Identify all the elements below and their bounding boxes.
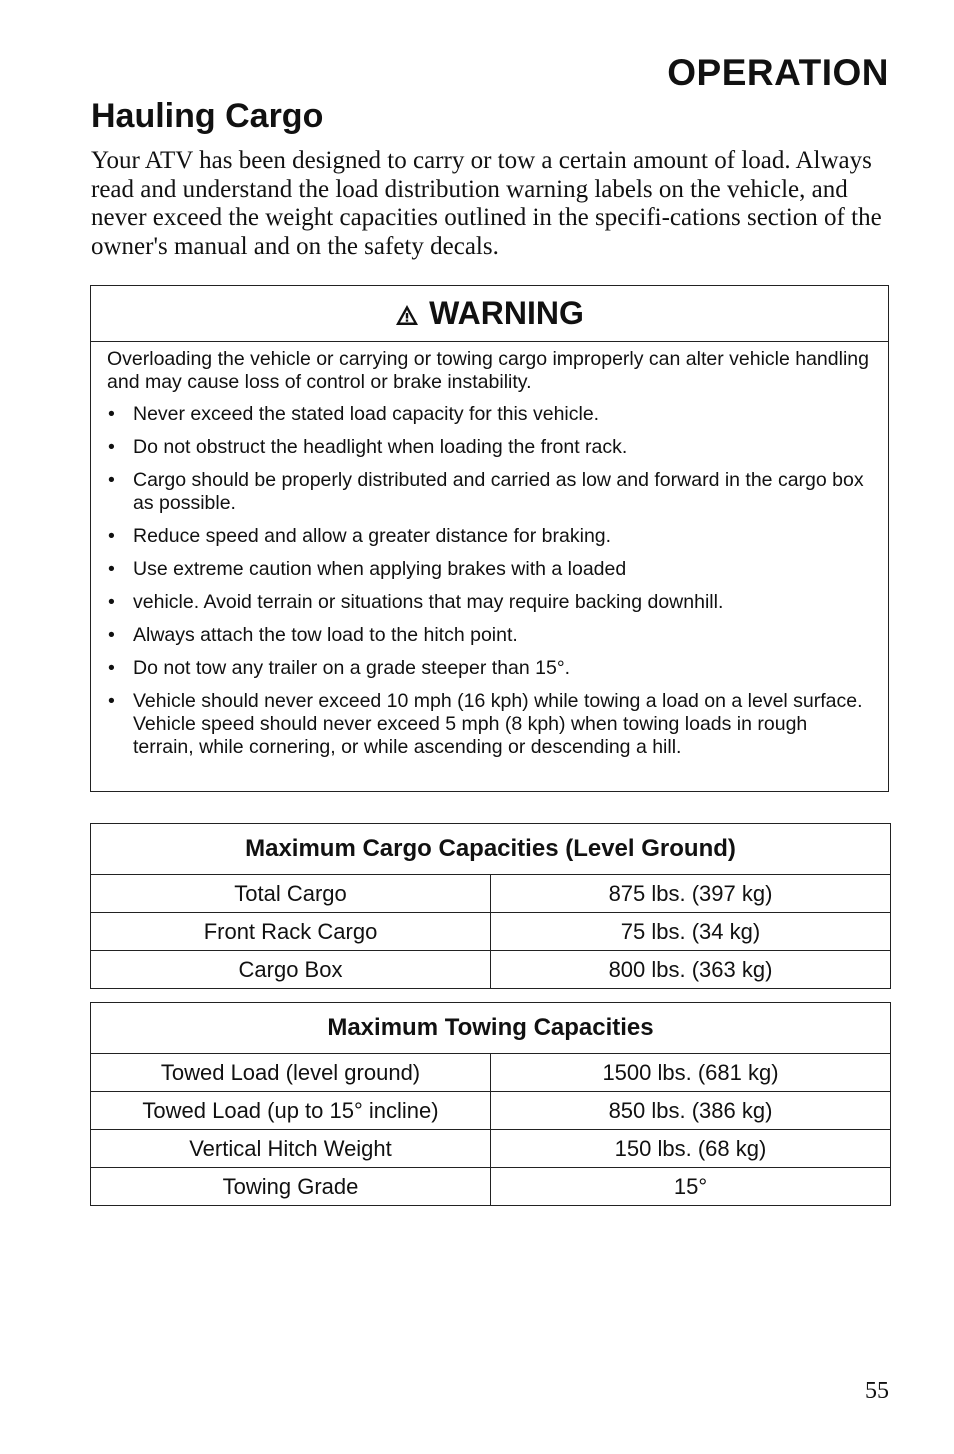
- row-label: Towed Load (level ground): [91, 1054, 491, 1092]
- warning-item: • Vehicle should never exceed 10 mph (16 kph) while towing a load on a level surface. Vehicle speed should never exceed 5 mph (8 kph) when towing loads in rough terrain, while cornering, or while ascending or descending a hill.: [107, 690, 870, 759]
- table-header-row: [91, 824, 891, 875]
- warning-item: • Never exceed the stated load capacity for this vehicle.: [107, 403, 870, 426]
- row-value: 150 lbs. (68 kg): [491, 1130, 891, 1168]
- row-label: Towing Grade: [91, 1168, 491, 1206]
- intro-paragraph: Your ATV has been designed to carry or tow a certain amount of load. Always read and understand the load distribution warning labels on the vehicle, and never exceed the weight capacities outlined in the specifi-cations section of the owner's manual and on the safety decals.: [91, 147, 882, 260]
- warning-item: • Do not tow any trailer on a grade steeper than 15°.: [107, 657, 870, 680]
- row-value: 75 lbs. (34 kg): [491, 913, 891, 951]
- table-row: [91, 951, 891, 989]
- warning-lead-text: Overloading the vehicle or carrying or towing cargo improperly can alter vehicle handling and may cause loss of control or brake instability.: [107, 348, 869, 393]
- warning-item: • Do not obstruct the headlight when loading the front rack.: [107, 436, 870, 459]
- warning-heading-text: WARNING: [429, 295, 584, 331]
- page-title: Hauling Cargo: [91, 97, 324, 135]
- row-value: 875 lbs. (397 kg): [491, 875, 891, 913]
- warning-item: • Reduce speed and allow a greater distance for braking.: [107, 525, 870, 548]
- row-value: 850 lbs. (386 kg): [491, 1092, 891, 1130]
- warning-body: [91, 342, 888, 759]
- warning-heading: [91, 286, 888, 342]
- warning-item: • Always attach the tow load to the hitch point.: [107, 624, 870, 647]
- towing-table-title: Maximum Towing Capacities: [91, 1003, 891, 1054]
- warning-triangle-icon: [395, 304, 419, 326]
- row-label: Towed Load (up to 15° incline): [91, 1092, 491, 1130]
- towing-capacity-table: [90, 1002, 891, 1206]
- cargo-table-title: Maximum Cargo Capacities (Level Ground): [91, 824, 891, 875]
- table-row: [91, 875, 891, 913]
- table-header-row: [91, 1003, 891, 1054]
- row-value: 1500 lbs. (681 kg): [491, 1054, 891, 1092]
- warning-list: [107, 403, 870, 759]
- page-number: 55: [865, 1378, 889, 1404]
- table-row: [91, 913, 891, 951]
- table-row: [91, 1168, 891, 1206]
- warning-item: • Use extreme caution when applying brakes with a loaded: [107, 558, 870, 581]
- cargo-capacity-table: [90, 823, 891, 989]
- row-label: Cargo Box: [91, 951, 491, 989]
- warning-item: • vehicle. Avoid terrain or situations that may require backing downhill.: [107, 591, 870, 614]
- section-header: OPERATION: [667, 52, 889, 93]
- table-row: [91, 1092, 891, 1130]
- table-row: [91, 1054, 891, 1092]
- row-label: Front Rack Cargo: [91, 913, 491, 951]
- row-value: 15°: [491, 1168, 891, 1206]
- warning-item: • Cargo should be properly distributed and carried as low and forward in the cargo box as possible.: [107, 469, 870, 515]
- row-label: Vertical Hitch Weight: [91, 1130, 491, 1168]
- warning-box: [90, 285, 889, 792]
- row-label: Total Cargo: [91, 875, 491, 913]
- row-value: 800 lbs. (363 kg): [491, 951, 891, 989]
- table-row: [91, 1130, 891, 1168]
